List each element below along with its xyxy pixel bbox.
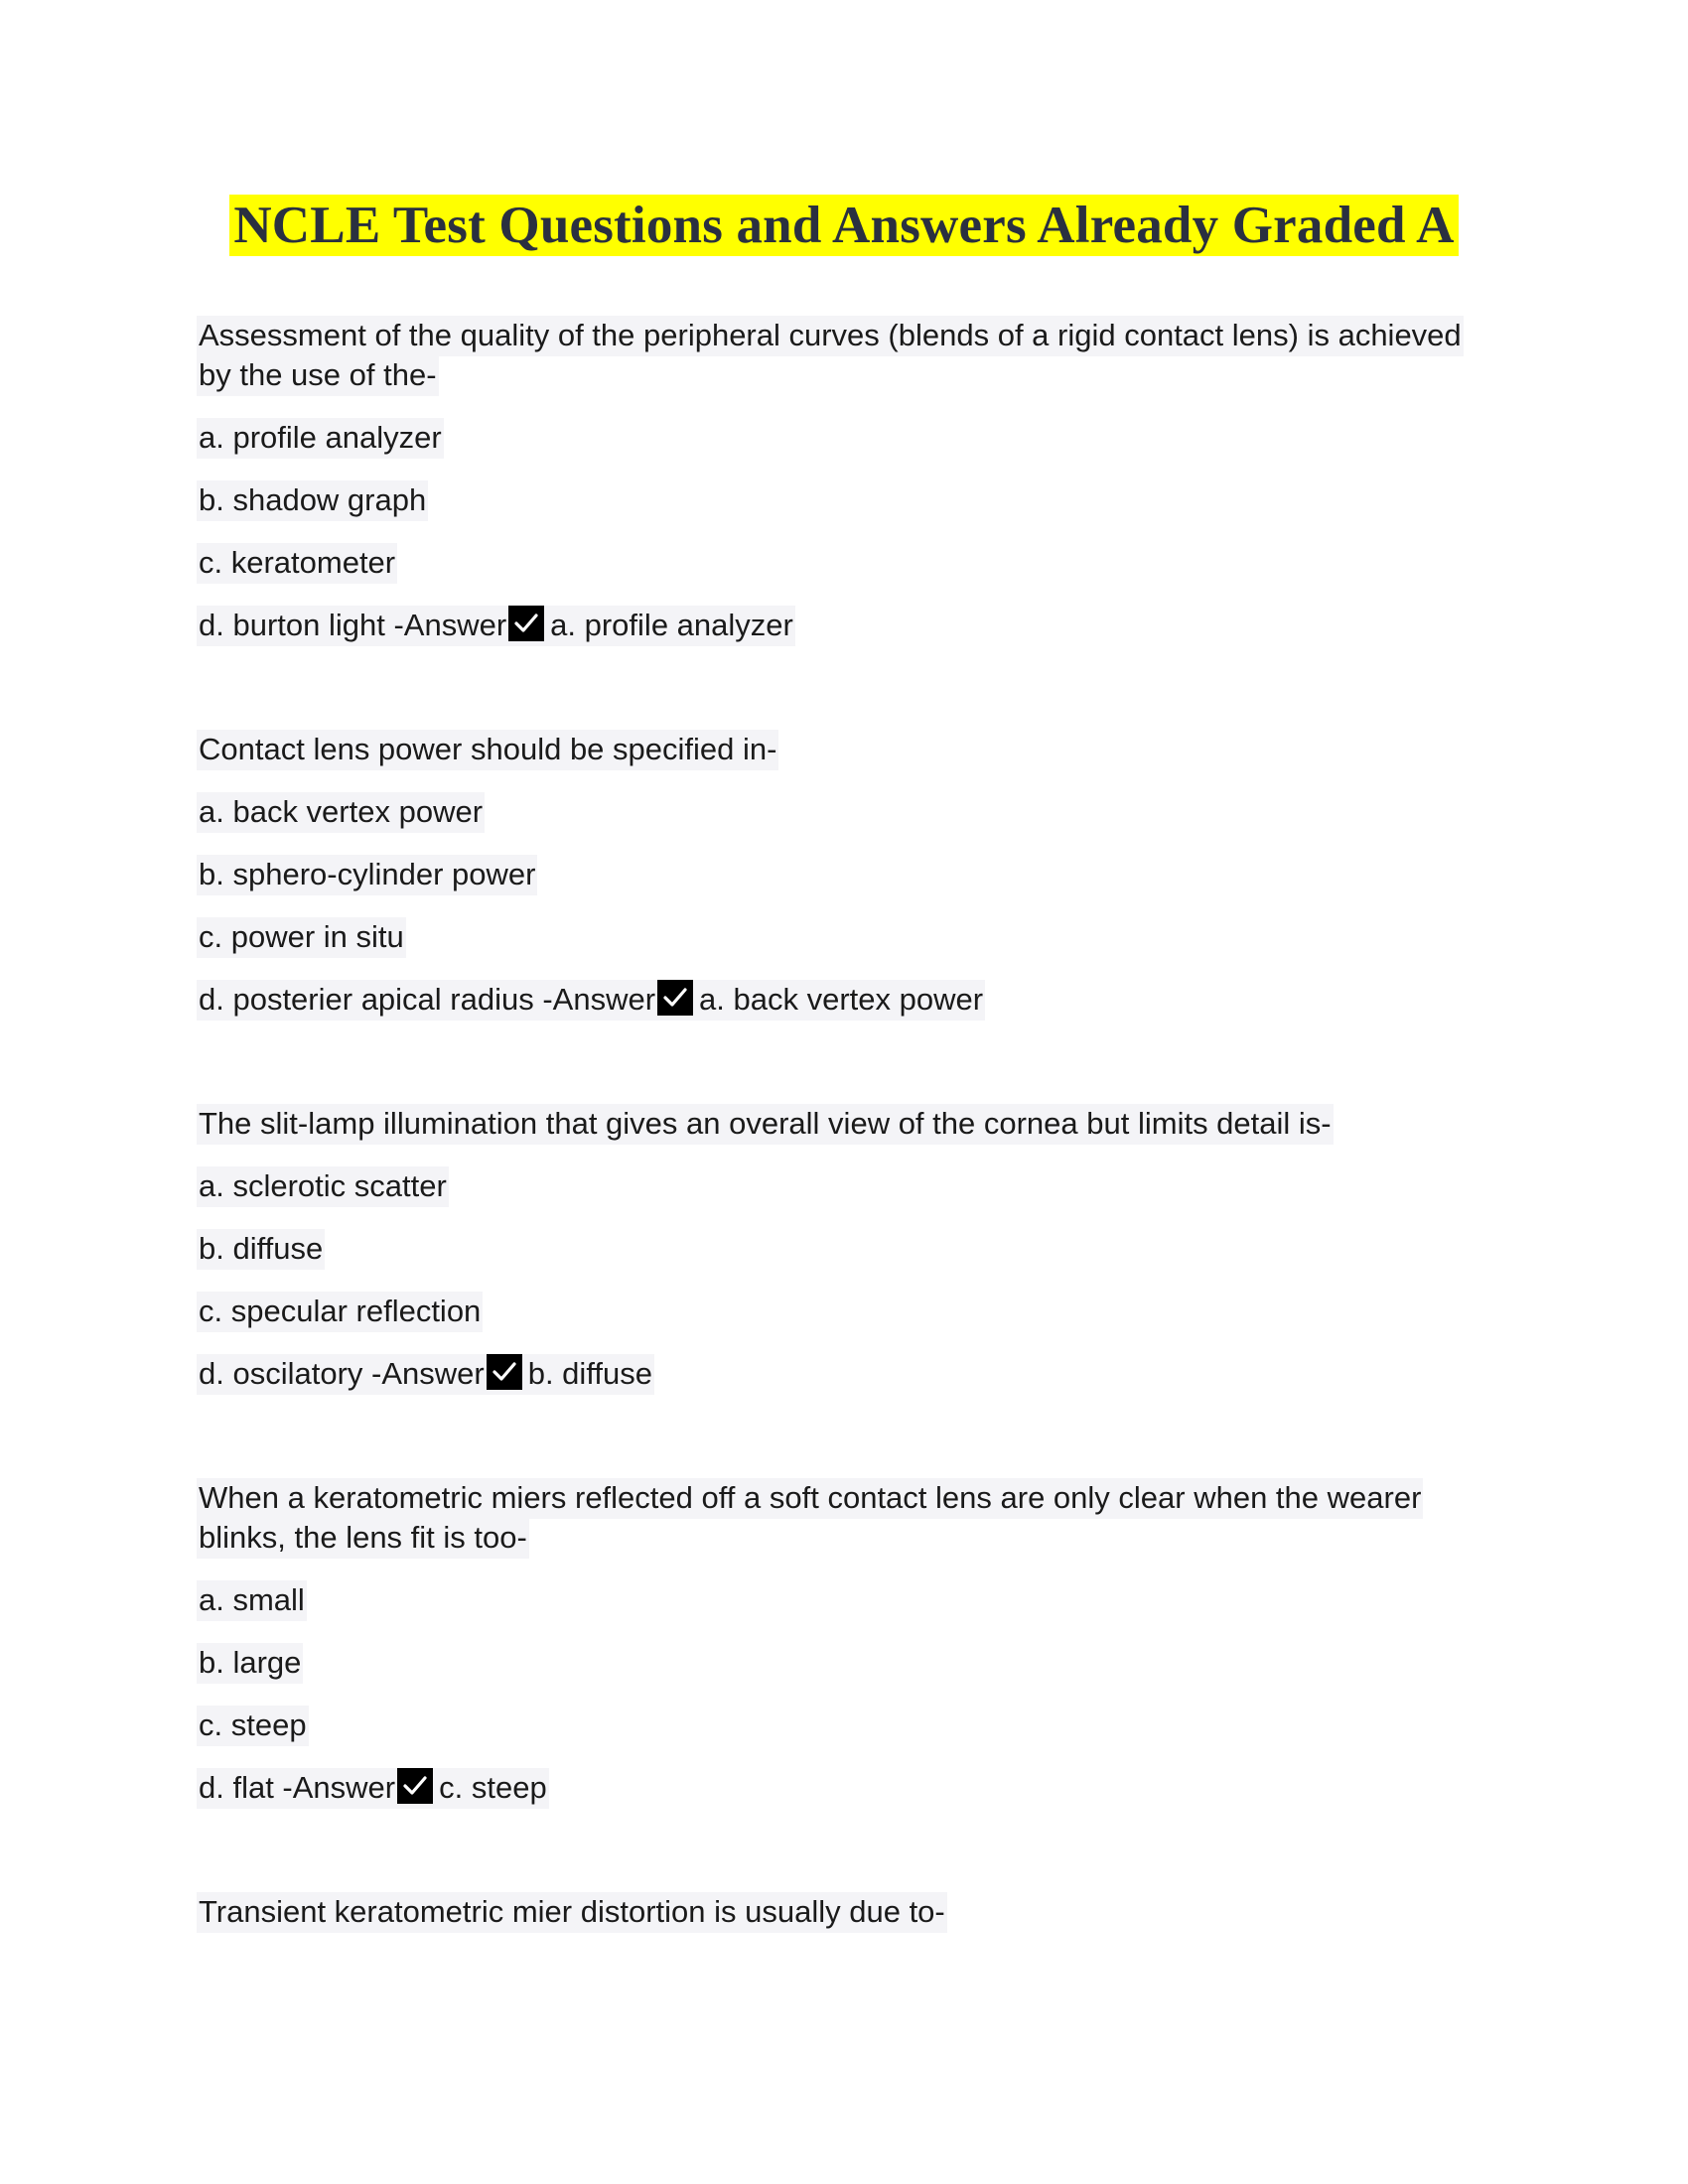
option-a: a. back vertex power — [197, 792, 1487, 832]
option-d-with-answer — [197, 606, 1487, 645]
question-text: The slit-lamp illumination that gives an overall view of the cornea but limits detail is- — [197, 1104, 1487, 1144]
spacer — [197, 1042, 1487, 1104]
option-d: d. burton light -Answer — [199, 608, 507, 642]
question-block — [197, 730, 1487, 1020]
answer-text: c. steep — [439, 1770, 547, 1805]
question-block — [197, 1478, 1487, 1808]
check-mark-icon — [487, 1354, 522, 1390]
check-mark-icon — [508, 606, 544, 641]
option-d-with-answer — [197, 980, 1487, 1020]
question-block — [197, 316, 1487, 645]
spacer — [197, 1831, 1487, 1892]
question-text: Transient keratometric mier distortion is usually due to- — [197, 1892, 1487, 1932]
question-text: Contact lens power should be specified in- — [197, 730, 1487, 769]
spacer — [197, 668, 1487, 730]
answer-text: a. profile analyzer — [550, 608, 793, 642]
question-text: Assessment of the quality of the peripheral curves (blends of a rigid contact lens) is achieved by the use of the- — [197, 316, 1487, 395]
option-b: b. shadow graph — [197, 480, 1487, 520]
option-d-with-answer — [197, 1354, 1487, 1394]
document-title: NCLE Test Questions and Answers Already Graded A — [229, 195, 1458, 256]
spacer — [197, 1417, 1487, 1478]
option-b: b. diffuse — [197, 1229, 1487, 1269]
option-d: d. flat -Answer — [199, 1770, 396, 1805]
title-block — [0, 195, 1688, 256]
option-c: c. steep — [197, 1706, 1487, 1745]
option-c: c. specular reflection — [197, 1292, 1487, 1331]
question-list — [197, 316, 1487, 1955]
question-text: When a keratometric miers reflected off a soft contact lens are only clear when the wearer blinks, the lens fit is too- — [197, 1478, 1487, 1558]
check-mark-icon — [657, 980, 693, 1016]
option-a: a. sclerotic scatter — [197, 1166, 1487, 1206]
option-d: d. posterier apical radius -Answer — [199, 982, 656, 1017]
option-b: b. large — [197, 1643, 1487, 1683]
option-d: d. oscilatory -Answer — [199, 1356, 485, 1391]
answer-text: a. back vertex power — [699, 982, 984, 1017]
option-c: c. power in situ — [197, 917, 1487, 957]
option-a: a. profile analyzer — [197, 418, 1487, 458]
option-b: b. sphero-cylinder power — [197, 855, 1487, 894]
question-block — [197, 1892, 1487, 1932]
option-c: c. keratometer — [197, 543, 1487, 583]
check-mark-icon — [397, 1768, 433, 1804]
question-block — [197, 1104, 1487, 1394]
option-a: a. small — [197, 1580, 1487, 1620]
answer-text: b. diffuse — [527, 1356, 652, 1391]
option-d-with-answer — [197, 1768, 1487, 1808]
